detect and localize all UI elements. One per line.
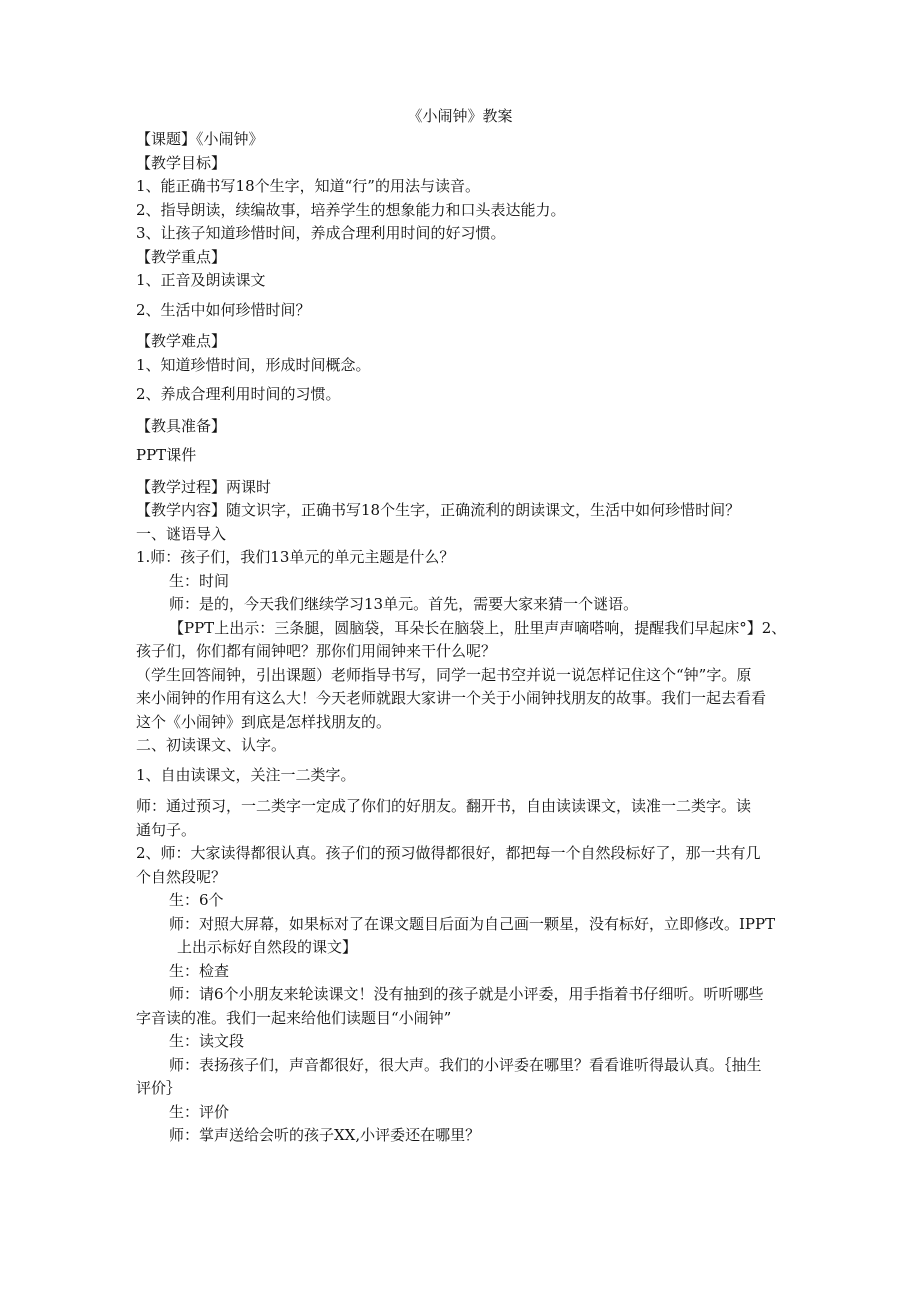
goal-item-3: 3、让孩子知道珍惜时间，养成合理利用时间的好习惯。 — [136, 224, 506, 242]
key-point-2: 2、生活中如何珍惜时间？ — [136, 300, 311, 319]
paragraph-line: 2、师：大家读得都很认真。孩子们的预习做得都很好，都把每一个自然段标好了，那一共有几 — [136, 844, 761, 862]
paragraph-line: 通句子。 — [136, 820, 197, 839]
section-content-line: 【教学内容】随文识字，正确书写18个生字，正确流利的朗读课文，生活中如何珍惜时间？ — [136, 501, 741, 519]
paragraph-line: 来小闹钟的作用有这么大！今天老师就跟大家讲一个关于小闹钟找朋友的故事。我们一起去看看 — [136, 689, 767, 707]
teacher-line-2: 师：是的，今天我们继续学习13单元。首先，需要大家来猜一个谜语。 — [169, 595, 639, 613]
paragraph-line: 孩子们，你们都有闹钟吧？那你们用闹钟来干什么呢？ — [136, 642, 497, 660]
paragraph-line: 个自然段呢？ — [136, 867, 227, 886]
student-answer-1: 生：时间 — [169, 571, 230, 590]
section-heading-process: 【教学过程】两课时 — [136, 477, 272, 496]
teacher-line-cont: 字音读的准。我们一起来给他们读题目“小闹钟” — [136, 1008, 452, 1027]
ppt-riddle-line: 【PPT上出示：三条腿，圆脑袋，耳朵长在脑袋上，肚里声声嘀嗒响，提醒我们早起床°】2、 — [169, 618, 787, 637]
goal-item-2: 2、指导朗读，续编故事，培养学生的想象能力和口头表达能力。 — [136, 200, 566, 219]
student-answer: 生：评价 — [169, 1102, 230, 1121]
teacher-line-cont: 上出示标好自然段的课文】 — [177, 938, 358, 956]
paragraph-line: （学生回答闹钟，引出课题）老师指导书写，同学一起书空并说一说怎样记住这个“钟”字。原 — [136, 665, 752, 684]
section-heading-materials: 【教具准备】 — [136, 416, 227, 435]
teacher-line: 师：对照大屏幕，如果标对了在课文题目后面为自己画一颗星，没有标好，立即修改。IPPT — [169, 914, 776, 933]
key-point-1: 1、正音及朗读课文 — [136, 271, 266, 289]
paragraph-line: 师：通过预习，一二类字一定成了你们的好朋友。翻开书，自由读读课文，读准一二类字。读 — [136, 797, 752, 815]
student-answer: 生：读文段 — [169, 1032, 245, 1050]
topic-line: 【课题】《小闹钟》 — [136, 130, 264, 148]
document-body — [136, 128, 786, 1148]
student-answer: 生：6个 — [169, 891, 224, 909]
materials-item: PPT课件 — [136, 446, 197, 464]
student-answer: 生：检查 — [169, 961, 230, 980]
part-heading-reading: 二、初读课文、认字。 — [136, 736, 287, 754]
difficulty-2: 2、养成合理利用时间的习惯。 — [136, 385, 341, 403]
teacher-line-cont: 评价｝ — [136, 1079, 182, 1097]
reading-step-1: 1、自由读课文，关注一二类字。 — [136, 765, 356, 784]
goal-item-1: 1、能正确书写18个生字，知道“行”的用法与读音。 — [136, 177, 480, 195]
teacher-line: 师：请6个小朋友来轮读课文！没有抽到的孩子就是小评委，用手指着书仔细听。听听哪些 — [169, 985, 764, 1003]
teacher-line: 师：表扬孩子们，声音都很好，很大声。我们的小评委在哪里？看看谁听得最认真。｛抽生 — [169, 1055, 762, 1074]
document-title: 《小闹钟》教案 — [407, 107, 513, 125]
difficulty-1: 1、知道珍惜时间，形成时间概念。 — [136, 355, 371, 374]
teacher-line: 师：掌声送给会听的孩子XX,小评委还在哪里？ — [169, 1126, 481, 1144]
section-heading-goals: 【教学目标】 — [136, 153, 227, 172]
paragraph-line: 这个《小闹钟》到底是怎样找朋友的。 — [136, 712, 392, 731]
teacher-question-1: 1.师：孩子们，我们13单元的单元主题是什么？ — [136, 548, 455, 566]
section-heading-key-points: 【教学重点】 — [136, 247, 227, 266]
part-heading-riddle: 一、谜语导入 — [136, 524, 227, 543]
section-heading-difficulties: 【教学难点】 — [136, 332, 227, 350]
